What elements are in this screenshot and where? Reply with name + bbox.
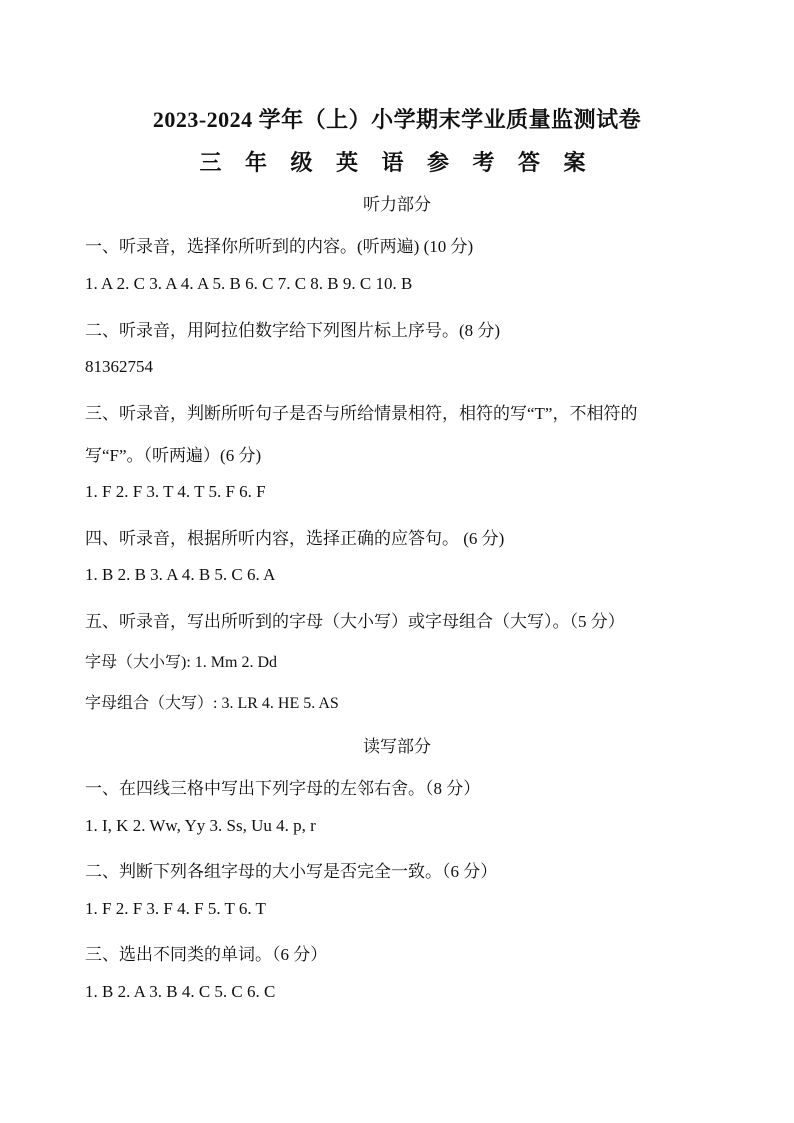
listening-a5-combos: 字母组合（大写）: 3. LR 4. HE 5. AS bbox=[85, 695, 339, 712]
listening-a5-letters: 字母（大小写): 1. Mm 2. Dd bbox=[85, 654, 278, 671]
listening-q3-line1: 三、听录音，判断所听句子是否与所给情景相符，相符的写“T”，不相符的 bbox=[85, 404, 638, 423]
reading-q1: 一、在四线三格中写出下列字母的左邻右舍。（8 分） bbox=[85, 779, 481, 798]
page-subtitle: 三 年 级 英 语 参 考 答 案 bbox=[199, 150, 595, 175]
listening-q1: 一、听录音，选择你所听到的内容。(听两遍) (10 分) bbox=[85, 237, 474, 256]
listening-a1: 1. A 2. C 3. A 4. A 5. B 6. C 7. C 8. B 9. C 10. B bbox=[85, 274, 413, 293]
listening-a3: 1. F 2. F 3. T 4. T 5. F 6. F bbox=[85, 482, 266, 501]
reading-q2: 二、判断下列各组字母的大小写是否完全一致。（6 分） bbox=[85, 862, 498, 881]
listening-q2: 二、听录音，用阿拉伯数字给下列图片标上序号。(8 分) bbox=[85, 321, 501, 340]
reading-q3: 三、选出不同类的单词。（6 分） bbox=[85, 945, 328, 964]
reading-a1: 1. I, K 2. Ww, Yy 3. Ss, Uu 4. p, r bbox=[85, 816, 316, 835]
listening-q4: 四、听录音，根据所听内容，选择正确的应答句。 (6 分) bbox=[85, 529, 505, 548]
reading-a2: 1. F 2. F 3. F 4. F 5. T 6. T bbox=[85, 899, 266, 918]
reading-a3: 1. B 2. A 3. B 4. C 5. C 6. C bbox=[85, 982, 276, 1001]
reading-writing-section-heading: 读写部分 bbox=[363, 737, 431, 756]
page-title: 2023-2024 学年（上）小学期末学业质量监测试卷 bbox=[152, 107, 642, 132]
listening-q5: 五、听录音，写出所听到的字母（大小写）或字母组合（大写）。（5 分） bbox=[85, 612, 625, 631]
listening-section-heading: 听力部分 bbox=[363, 195, 431, 214]
listening-q3-line2: 写“F”。（听两遍）(6 分) bbox=[85, 446, 262, 465]
listening-a2: 81362754 bbox=[85, 357, 153, 376]
listening-a4: 1. B 2. B 3. A 4. B 5. C 6. A bbox=[85, 565, 276, 584]
